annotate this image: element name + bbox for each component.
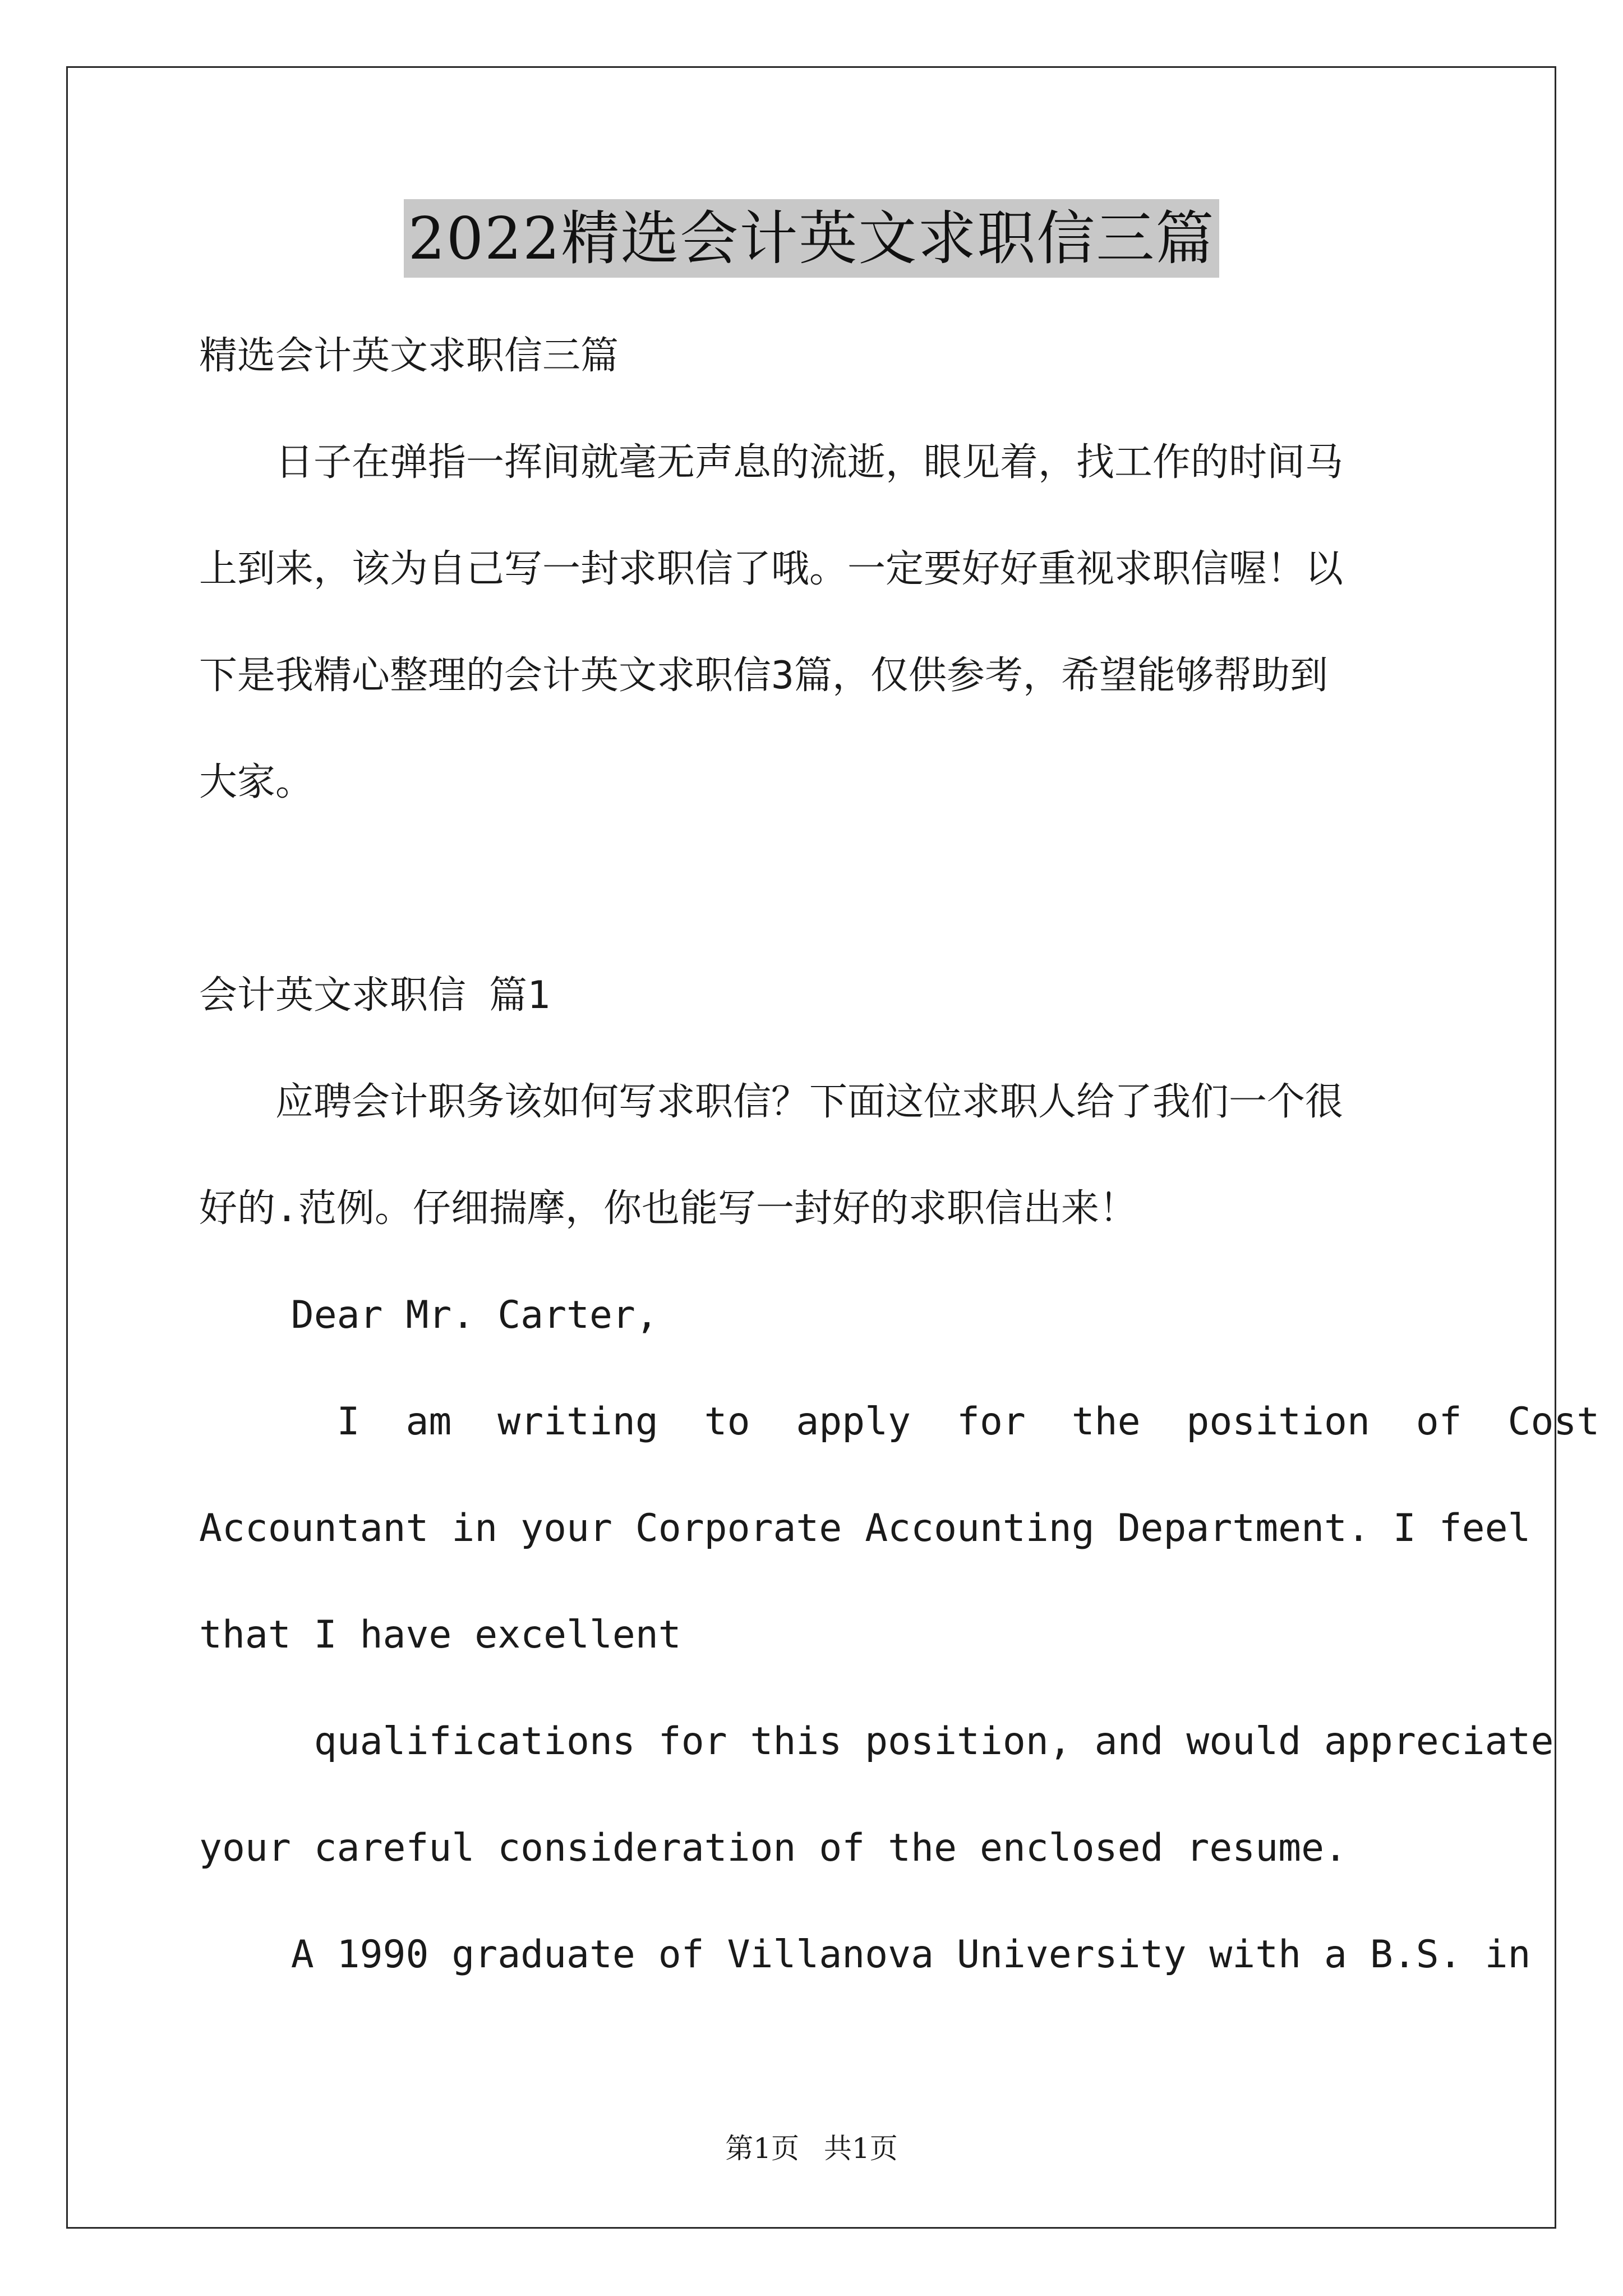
title-wrap bbox=[0, 199, 1623, 278]
letter-line: A 1990 graduate of Villanova University with a B.S. in bbox=[199, 1932, 1531, 1977]
body-line: 好的.范例。仔细揣摩，你也能写一封好的求职信出来！ bbox=[199, 1186, 1137, 1231]
body-line: 下是我精心整理的会计英文求职信3篇，仅供参考，希望能够帮助到 bbox=[199, 654, 1328, 698]
letter-line: Accountant in your Corporate Accounting Department. I feel bbox=[199, 1506, 1531, 1550]
section-heading: 会计英文求职信 篇1 bbox=[199, 973, 550, 1018]
paragraph-gap bbox=[199, 836, 1433, 942]
body-line: 应聘会计职务该如何写求职信？下面这位求职人给了我们一个很 bbox=[199, 1080, 1344, 1124]
letter-line: qualifications for this position, and would appreciate bbox=[199, 1719, 1554, 1764]
page-footer bbox=[0, 2126, 1623, 2166]
body-line: 精选会计英文求职信三篇 bbox=[199, 334, 619, 378]
page-number-current: 第1页 bbox=[725, 2132, 800, 2165]
page-number-total: 共1页 bbox=[823, 2132, 898, 2165]
document-title: 2022精选会计英文求职信三篇 bbox=[404, 199, 1220, 278]
letter-line: that I have excellent bbox=[199, 1613, 681, 1657]
body-line: 上到来，该为自己写一封求职信了哦。一定要好好重视求职信喔！以 bbox=[199, 547, 1344, 591]
letter-line: I am writing to apply for the position of Cost bbox=[199, 1400, 1600, 1444]
letter-line: your careful consideration of the enclosed resume. bbox=[199, 1826, 1347, 1870]
letter-salutation: Dear Mr. Carter, bbox=[199, 1293, 658, 1337]
document-body bbox=[199, 303, 1600, 2008]
body-line: 日子在弹指一挥间就毫无声息的流逝，眼见着，找工作的时间马 bbox=[199, 440, 1344, 485]
body-line: 大家。 bbox=[199, 760, 314, 804]
